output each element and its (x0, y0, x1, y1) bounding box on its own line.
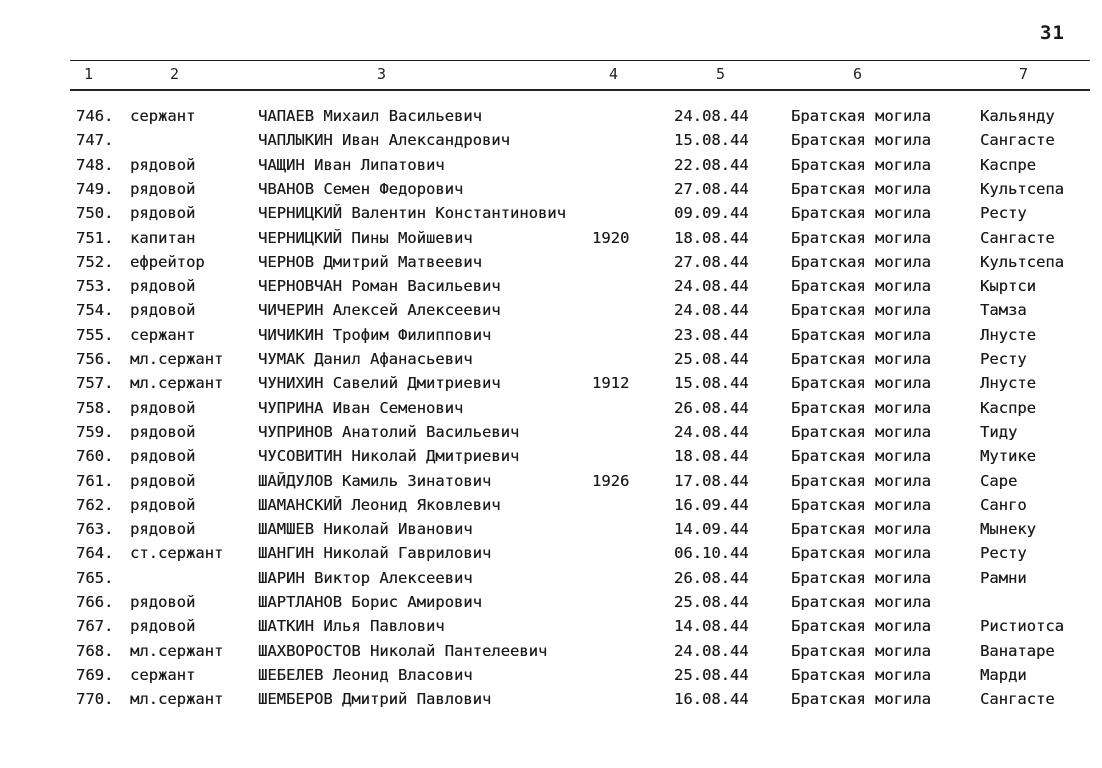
cell-num: 749. (76, 179, 114, 198)
cell-place: Саре (980, 471, 1018, 490)
cell-rank: рядовой (130, 617, 196, 636)
cell-rank: рядовой (130, 495, 196, 514)
cell-rank: мл.сержант (130, 350, 224, 368)
cell-date: 18.08.44 (674, 447, 749, 466)
cell-num: 753. (76, 277, 114, 296)
cell-place: Марди (980, 665, 1027, 684)
cell-name: ЧАПАЕВ Михаил Васильевич (258, 107, 482, 125)
table-row (0, 517, 1102, 541)
cell-num: 769. (76, 665, 114, 684)
cell-date: 24.08.44 (674, 301, 749, 320)
page-number: 31 (1040, 22, 1065, 44)
table-row (0, 639, 1102, 663)
cell-place: Лнусте (980, 374, 1036, 393)
table-row (0, 566, 1102, 590)
cell-burial: Братская могила (791, 568, 931, 587)
cell-name: ШАМШЕВ Николай Иванович (258, 520, 473, 539)
table-row (0, 298, 1102, 322)
cell-burial: Братская могила (791, 107, 931, 125)
cell-rank: сержант (130, 325, 196, 344)
cell-name: ЧАПЛЫКИН Иван Александрович (258, 131, 510, 150)
cell-num: 764. (76, 544, 114, 563)
cell-burial: Братская могила (791, 252, 931, 271)
cell-num: 751. (76, 228, 114, 247)
cell-place: Тиду (980, 422, 1018, 441)
cell-name: ШАРТЛАНОВ Борис Амирович (258, 593, 482, 611)
table-row (0, 226, 1102, 250)
cell-rank: мл.сержант (130, 690, 224, 709)
table-row (0, 153, 1102, 177)
cell-name: ШАХВОРОСТОВ Николай Пантелеевич (258, 641, 548, 660)
cell-num: 757. (76, 374, 114, 393)
table-row (0, 541, 1102, 565)
cell-name: ШАНГИН Николай Гаврилович (258, 544, 492, 563)
cell-burial: Братская могила (791, 690, 931, 709)
table-row (0, 347, 1102, 371)
table-row (0, 371, 1102, 395)
table-row (0, 396, 1102, 420)
cell-rank: рядовой (130, 204, 196, 223)
table-row (0, 687, 1102, 711)
cell-rank: ефрейтор (130, 252, 205, 271)
cell-year: 1912 (592, 374, 630, 393)
cell-name: ЧУНИХИН Савелий Дмитриевич (258, 374, 501, 393)
cell-name: ШАМАНСКИЙ Леонид Яковлевич (258, 495, 501, 514)
cell-date: 24.08.44 (674, 277, 749, 296)
cell-num: 763. (76, 520, 114, 539)
cell-place: Культсепа (980, 179, 1064, 198)
cell-name: ШЕБЕЛЕВ Леонид Власович (258, 665, 473, 684)
cell-date: 26.08.44 (674, 398, 749, 417)
cell-place: Санго (980, 495, 1027, 514)
cell-name: ШАТКИН Илья Павлович (258, 617, 445, 636)
cell-rank: мл.сержант (130, 641, 224, 660)
column-header-6: 6 (853, 65, 863, 83)
cell-rank: ст.сержант (130, 544, 224, 563)
cell-place: Сангасте (980, 690, 1055, 709)
table-row (0, 274, 1102, 298)
cell-date: 15.08.44 (674, 374, 749, 393)
cell-place: Ресту (980, 204, 1027, 223)
cell-place: Ресту (980, 544, 1027, 563)
cell-place: Сангасте (980, 131, 1055, 150)
cell-rank: мл.сержант (130, 374, 224, 393)
cell-burial: Братская могила (791, 422, 931, 441)
cell-date: 22.08.44 (674, 155, 749, 174)
cell-rank: рядовой (130, 155, 196, 174)
cell-date: 09.09.44 (674, 204, 749, 223)
column-header-7: 7 (1019, 65, 1029, 83)
cell-year: 1926 (592, 471, 630, 490)
cell-burial: Братская могила (791, 495, 931, 514)
column-header-5: 5 (716, 65, 726, 83)
column-header-4: 4 (609, 65, 619, 83)
cell-place: Мутике (980, 447, 1036, 466)
cell-year: 1920 (592, 228, 630, 247)
cell-rank: рядовой (130, 471, 196, 490)
table-row (0, 177, 1102, 201)
cell-num: 770. (76, 690, 114, 709)
table-row (0, 250, 1102, 274)
cell-place: Кальянду (980, 107, 1055, 125)
cell-rank: сержант (130, 665, 196, 684)
cell-name: ШАРИН Виктор Алексеевич (258, 568, 473, 587)
cell-burial: Братская могила (791, 204, 931, 223)
cell-place: Каспре (980, 398, 1036, 417)
cell-burial: Братская могила (791, 544, 931, 563)
cell-burial: Братская могила (791, 325, 931, 344)
cell-date: 25.08.44 (674, 593, 749, 611)
cell-date: 24.08.44 (674, 107, 749, 125)
cell-date: 27.08.44 (674, 252, 749, 271)
cell-num: 754. (76, 301, 114, 320)
cell-date: 23.08.44 (674, 325, 749, 344)
cell-place: Лнусте (980, 325, 1036, 344)
cell-num: 758. (76, 398, 114, 417)
cell-burial: Братская могила (791, 374, 931, 393)
cell-place: Тамза (980, 301, 1027, 320)
cell-date: 27.08.44 (674, 179, 749, 198)
cell-rank: сержант (130, 107, 196, 125)
cell-date: 24.08.44 (674, 422, 749, 441)
cell-name: ЧУСОВИТИН Николай Дмитриевич (258, 447, 520, 466)
column-header-2: 2 (170, 65, 180, 83)
cell-num: 759. (76, 422, 114, 441)
cell-date: 16.09.44 (674, 495, 749, 514)
cell-rank: рядовой (130, 593, 196, 611)
cell-num: 762. (76, 495, 114, 514)
header-rule-top (70, 60, 1090, 61)
cell-name: ШЕМБЕРОВ Дмитрий Павлович (258, 690, 492, 709)
cell-burial: Братская могила (791, 641, 931, 660)
table-row (0, 323, 1102, 347)
header-rule-bottom (70, 89, 1090, 91)
table-row (0, 469, 1102, 493)
table-row (0, 590, 1102, 614)
cell-burial: Братская могила (791, 471, 931, 490)
cell-place: Культсепа (980, 252, 1064, 271)
cell-rank: рядовой (130, 277, 196, 296)
cell-burial: Братская могила (791, 277, 931, 296)
cell-name: ШАЙДУЛОВ Камиль Зинатович (258, 471, 492, 490)
cell-burial: Братская могила (791, 398, 931, 417)
cell-date: 24.08.44 (674, 641, 749, 660)
cell-name: ЧИЧИКИН Трофим Филиппович (258, 325, 492, 344)
cell-rank: рядовой (130, 447, 196, 466)
cell-burial: Братская могила (791, 301, 931, 320)
cell-rank: рядовой (130, 179, 196, 198)
cell-burial: Братская могила (791, 617, 931, 636)
cell-burial: Братская могила (791, 350, 931, 368)
cell-place: Ресту (980, 350, 1027, 368)
table-row (0, 201, 1102, 225)
cell-date: 06.10.44 (674, 544, 749, 563)
cell-burial: Братская могила (791, 131, 931, 150)
cell-name: ЧУПРИНА Иван Семенович (258, 398, 464, 417)
cell-place: Рамни (980, 568, 1027, 587)
cell-rank: рядовой (130, 301, 196, 320)
cell-rank: рядовой (130, 398, 196, 417)
cell-burial: Братская могила (791, 155, 931, 174)
cell-num: 768. (76, 641, 114, 660)
table-row (0, 663, 1102, 687)
cell-burial: Братская могила (791, 593, 931, 611)
cell-date: 25.08.44 (674, 665, 749, 684)
cell-place: Каспре (980, 155, 1036, 174)
cell-burial: Братская могила (791, 228, 931, 247)
column-header-3: 3 (377, 65, 387, 83)
cell-num: 746. (76, 107, 114, 125)
cell-num: 755. (76, 325, 114, 344)
cell-date: 14.08.44 (674, 617, 749, 636)
table-row (0, 444, 1102, 468)
cell-name: ЧЕРНИЦКИЙ Пины Мойшевич (258, 228, 473, 247)
cell-burial: Братская могила (791, 179, 931, 198)
table-row (0, 420, 1102, 444)
cell-num: 765. (76, 568, 114, 587)
cell-name: ЧУМАК Данил Афанасьевич (258, 350, 473, 368)
cell-place: Кыртси (980, 277, 1036, 296)
cell-date: 18.08.44 (674, 228, 749, 247)
table-row (0, 493, 1102, 517)
cell-name: ЧЕРНИЦКИЙ Валентин Константинович (258, 204, 566, 223)
cell-num: 752. (76, 252, 114, 271)
cell-date: 14.09.44 (674, 520, 749, 539)
cell-name: ЧЕРНОВ Дмитрий Матвеевич (258, 252, 482, 271)
cell-num: 750. (76, 204, 114, 223)
cell-name: ЧВАНОВ Семен Федорович (258, 179, 464, 198)
column-header-1: 1 (84, 65, 94, 83)
cell-burial: Братская могила (791, 447, 931, 466)
cell-rank: рядовой (130, 422, 196, 441)
cell-date: 17.08.44 (674, 471, 749, 490)
cell-name: ЧАЩИН Иван Липатович (258, 155, 445, 174)
cell-date: 15.08.44 (674, 131, 749, 150)
cell-num: 766. (76, 593, 114, 611)
cell-num: 761. (76, 471, 114, 490)
cell-rank: рядовой (130, 520, 196, 539)
cell-name: ЧУПРИНОВ Анатолий Васильевич (258, 422, 520, 441)
cell-burial: Братская могила (791, 665, 931, 684)
cell-name: ЧИЧЕРИН Алексей Алексеевич (258, 301, 501, 320)
cell-place: Ристиотса (980, 617, 1064, 636)
table-row (0, 128, 1102, 152)
table-row (0, 614, 1102, 638)
cell-place: Мынеку (980, 520, 1036, 539)
cell-num: 756. (76, 350, 114, 368)
cell-name: ЧЕРНОВЧАН Роман Васильевич (258, 277, 501, 296)
cell-place: Ванатаре (980, 641, 1055, 660)
cell-date: 25.08.44 (674, 350, 749, 368)
cell-num: 760. (76, 447, 114, 466)
cell-date: 16.08.44 (674, 690, 749, 709)
table-row (0, 104, 1102, 128)
cell-date: 26.08.44 (674, 568, 749, 587)
cell-num: 748. (76, 155, 114, 174)
cell-burial: Братская могила (791, 520, 931, 539)
cell-rank: капитан (130, 228, 196, 247)
cell-num: 767. (76, 617, 114, 636)
cell-num: 747. (76, 131, 114, 150)
cell-place: Сангасте (980, 228, 1055, 247)
